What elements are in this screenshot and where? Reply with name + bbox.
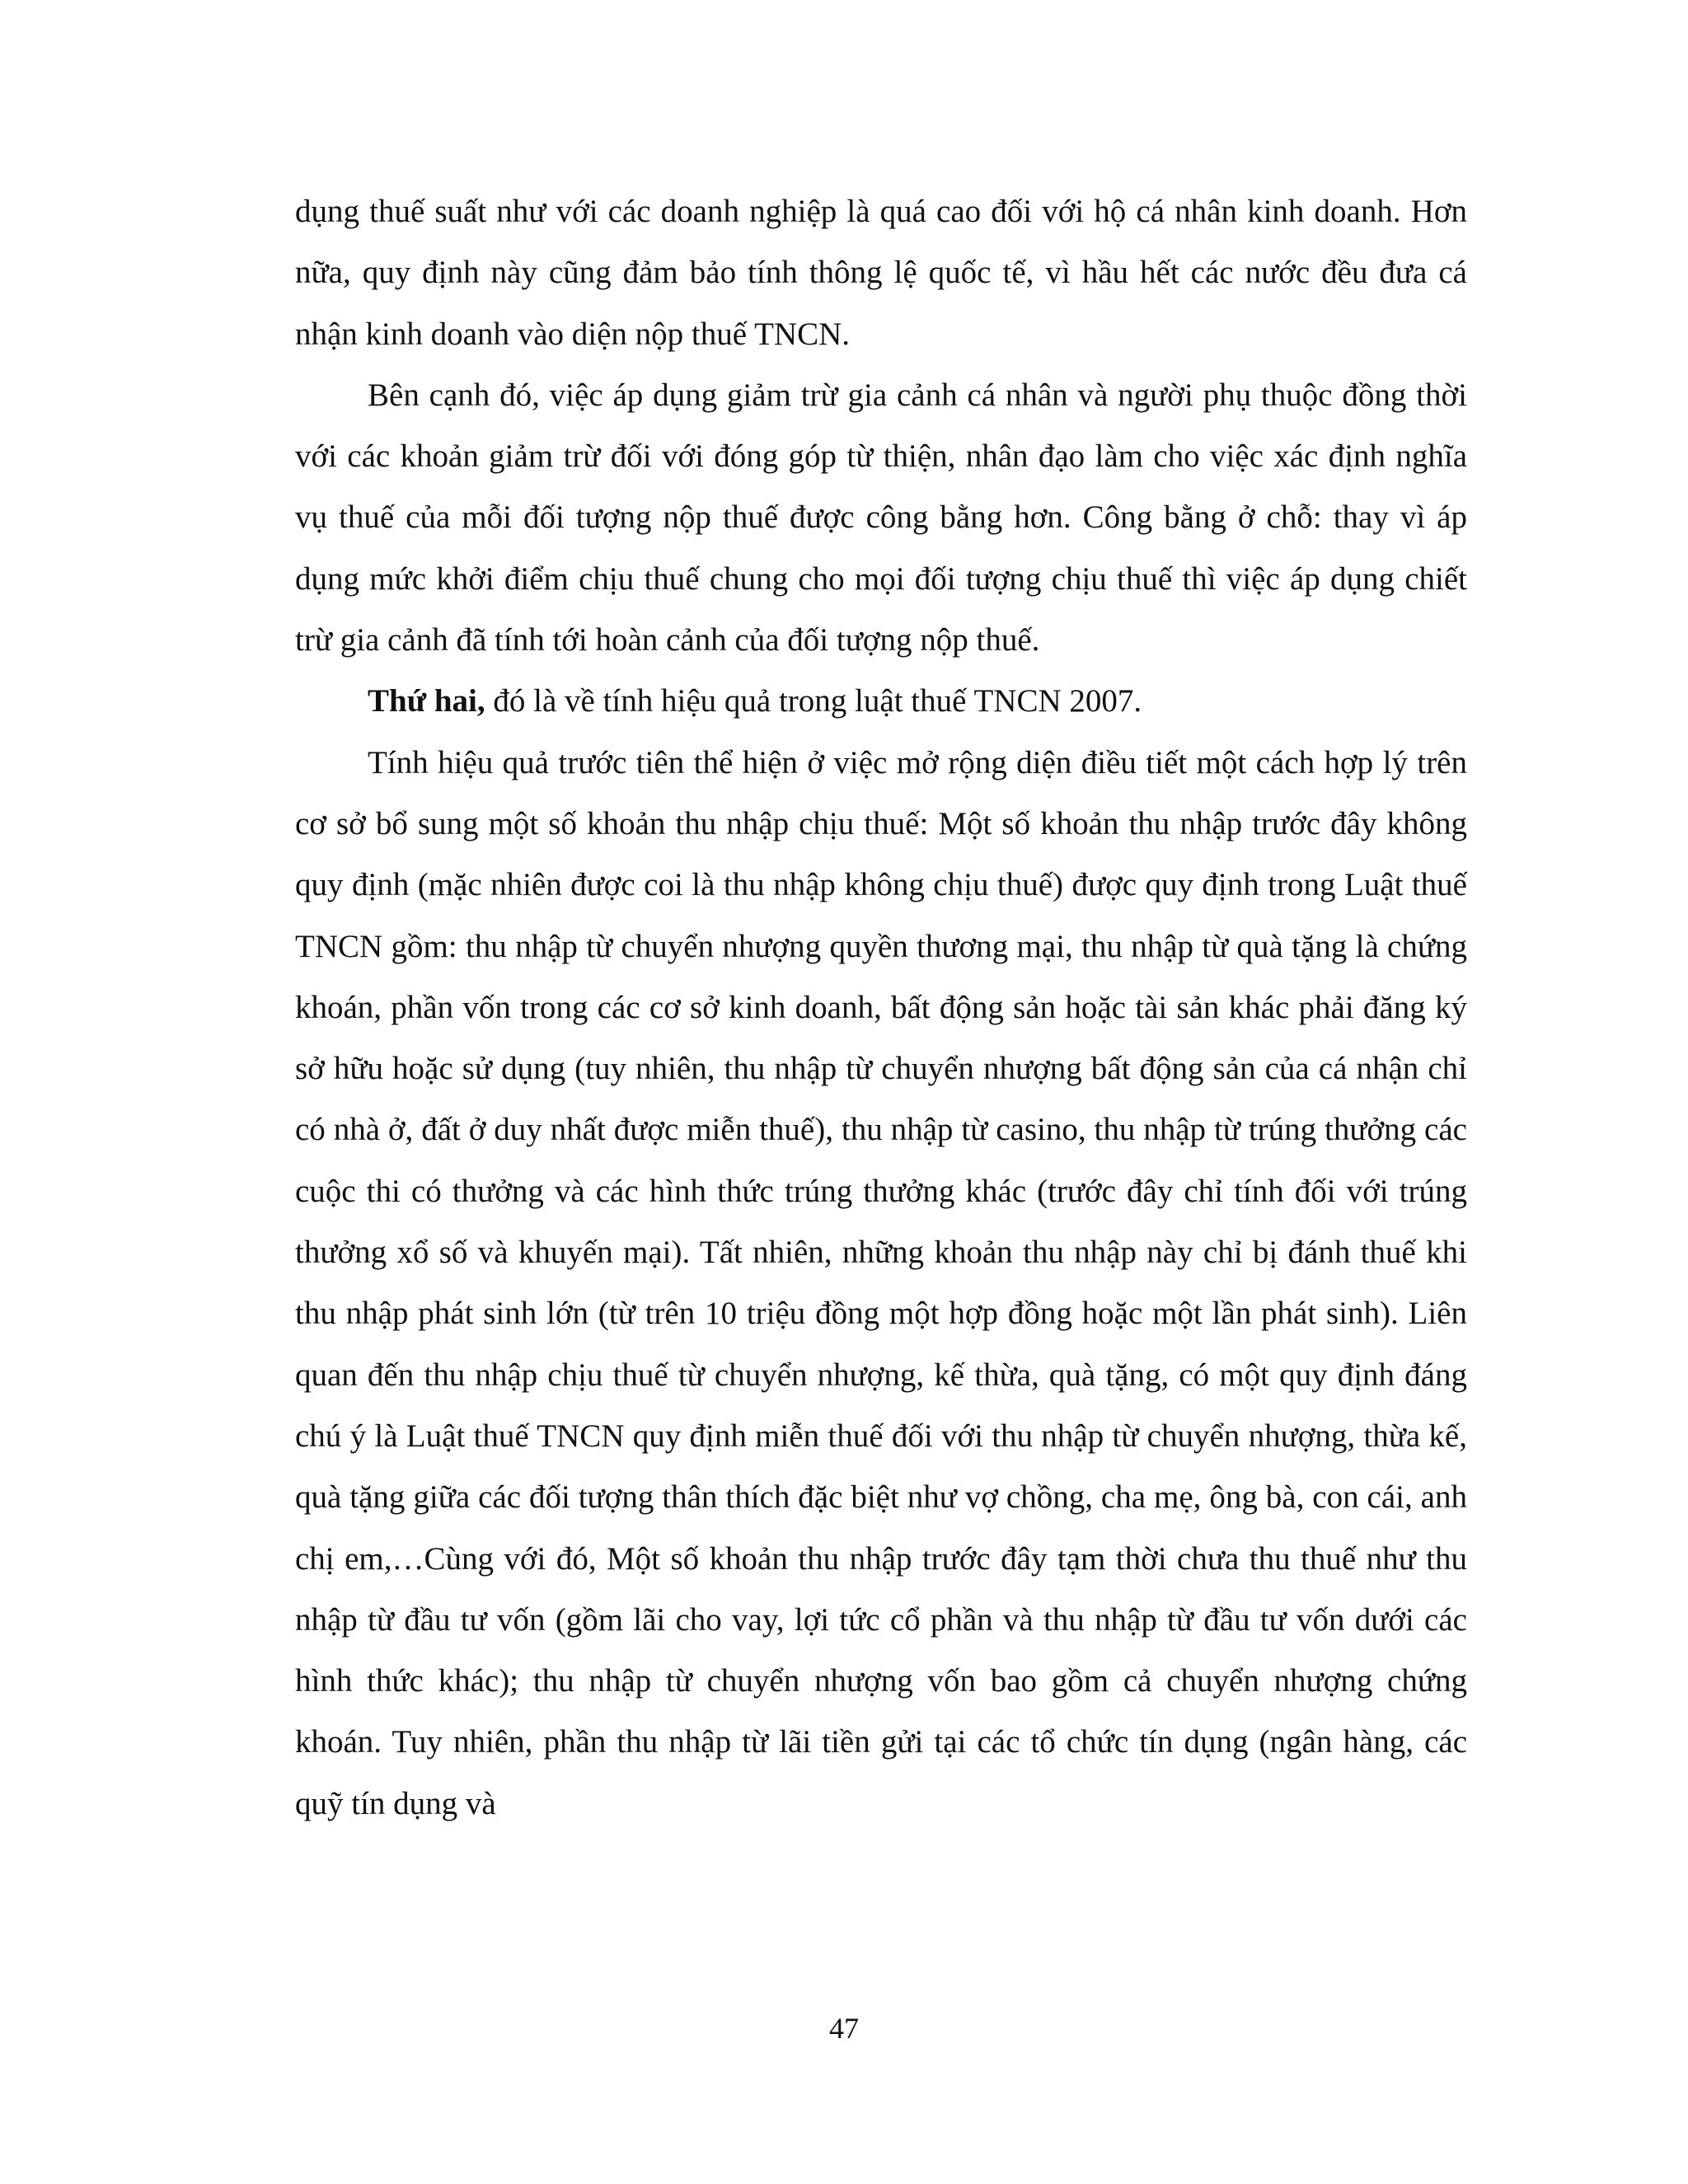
paragraph-lead-bold: Thứ hai,	[368, 683, 485, 719]
paragraph-text: dụng thuế suất như với các doanh nghiệp là quá cao đối với hộ cá nhân kinh doanh. Hơn nữa, quy định này cũng đảm bảo tính thông lệ quốc tế, vì hầu hết các nước đều đưa cá nhận kinh doanh vào diện nộp thuế TNCN.	[295, 194, 1467, 352]
paragraph-continuation	[295, 181, 1467, 365]
paragraph-text: Bên cạnh đó, việc áp dụng giảm trừ gia cảnh cá nhân và người phụ thuộc đồng thời với các khoản giảm trừ đối với đóng góp từ thiện, nhân đạo làm cho việc xác định nghĩa vụ thuế của mỗi đối tượng nộp thuế được công bằng hơn. Công bằng ở chỗ: thay vì áp dụng mức khởi điểm chịu thuế chung cho mọi đối tượng chịu thuế thì việc áp dụng chiết trừ gia cảnh đã tính tới hoàn cảnh của đối tượng nộp thuế.	[295, 377, 1467, 658]
paragraph-family-deduction	[295, 365, 1467, 671]
paragraph-efficiency	[295, 733, 1467, 1835]
paragraph-second-point	[295, 671, 1467, 732]
paragraph-text: đó là về tính hiệu quả trong luật thuế TNCN 2007.	[485, 683, 1142, 719]
document-body	[295, 181, 1467, 1835]
page-number: 47	[829, 2012, 859, 2045]
paragraph-text: Tính hiệu quả trước tiên thể hiện ở việc mở rộng diện điều tiết một cách hợp lý trên cơ sở bổ sung một số khoản thu nhập chịu thuế: Một số khoản thu nhập trước đây không quy định (mặc nhiên được coi là thu nhập không chịu thuế) được quy định trong Luật thuế TNCN gồm: thu nhập từ chuyển nhượng quyền thương mại, thu nhập từ quà tặng là chứng khoán, phần vốn trong các cơ sở kinh doanh, bất động sản hoặc tài sản khác phải đăng ký sở hữu hoặc sử dụng (tuy nhiên, thu nhập từ chuyển nhượng bất động sản của cá nhận chỉ có nhà ở, đất ở duy nhất được miễn thuế), thu nhập từ casino, thu nhập từ trúng thưởng các cuộc thi có thưởng và các hình thức trúng thưởng khác (trước đây chỉ tính đối với trúng thưởng xổ số và khuyến mại). Tất nhiên, những khoản thu nhập này chỉ bị đánh thuế khi thu nhập phát sinh lớn (từ trên 10 triệu đồng một hợp đồng hoặc một lần phát sinh). Liên quan đến thu nhập chịu thuế từ chuyển nhượng, kế thừa, quà tặng, có một quy định đáng chú ý là Luật thuế TNCN quy định miễn thuế đối với thu nhập từ chuyển nhượng, thừa kế, quà tặng giữa các đối tượng thân thích đặc biệt như vợ chồng, cha mẹ, ông bà, con cái, anh chị em,…Cùng với đó, Một số khoản thu nhập trước đây tạm thời chưa thu thuế như thu nhập từ đầu tư vốn (gồm lãi cho vay, lợi tức cổ phần và thu nhập từ đầu tư vốn dưới các hình thức khác); thu nhập từ chuyển nhượng vốn bao gồm cả chuyển nhượng chứng khoán. Tuy nhiên, phần thu nhập từ lãi tiền gửi tại các tổ chức tín dụng (ngân hàng, các quỹ tín dụng và	[295, 744, 1467, 1821]
